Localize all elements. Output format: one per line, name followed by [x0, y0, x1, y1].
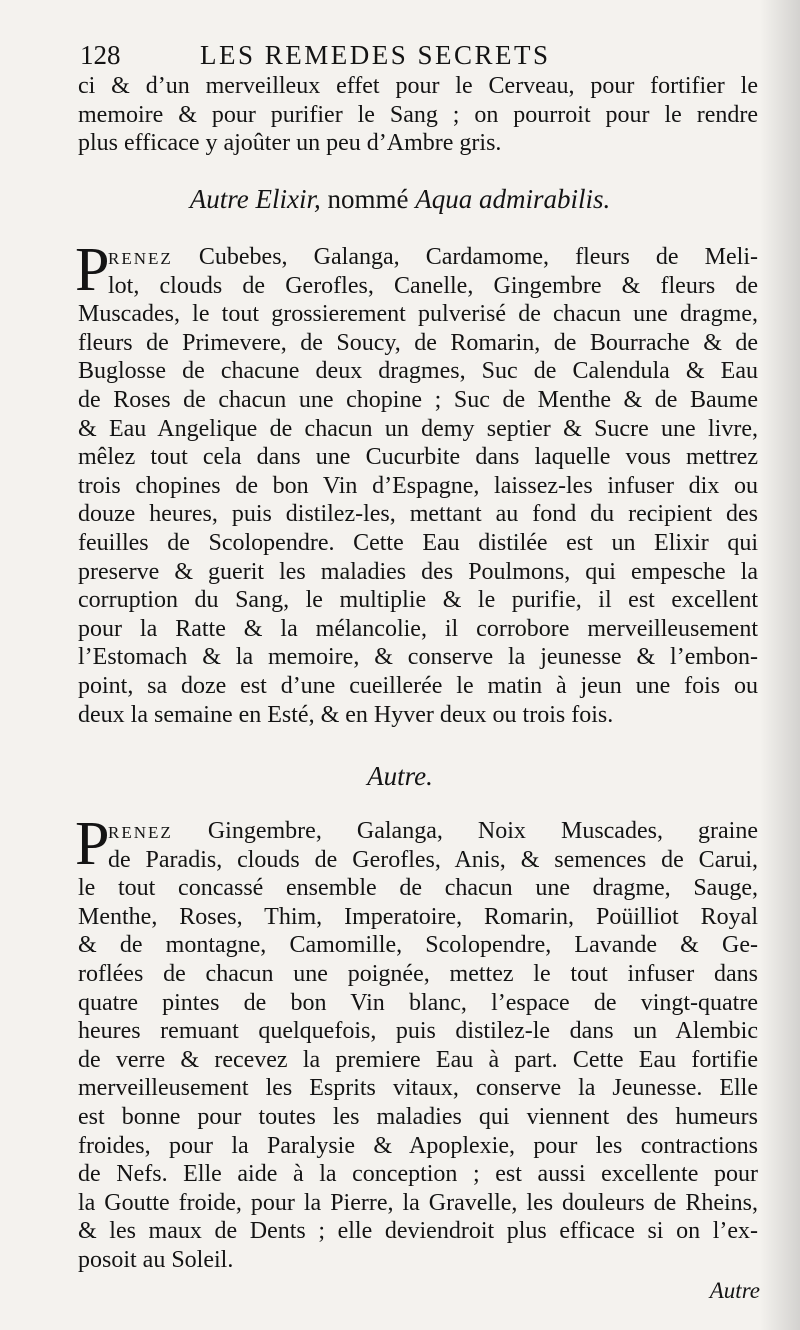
- recipe-paragraph-2: [78, 817, 758, 1275]
- text-line: fleurs de Primevere, de Soucy, de Romarin, de Bourrache & de: [78, 329, 758, 356]
- text-line: plus efficace y ajoûter un peu d’Ambre gris.: [78, 130, 502, 157]
- intro-paragraph: [78, 72, 758, 158]
- text-line: quatre pintes de bon Vin blanc, l’espace de vingt-quatre: [78, 989, 758, 1016]
- text-line: & les maux de Dents ; elle deviendroit plus efficace si on l’ex-: [78, 1218, 758, 1245]
- first-word: renez: [108, 244, 173, 270]
- text-line: & Eau Angelique de chacun un demy septier & Sucre une livre,: [78, 415, 758, 442]
- text-line: de Nefs. Elle aide à la conception ; est aussi excellente pour: [78, 1161, 758, 1188]
- heading-italic-part: Autre Elixir,: [189, 184, 321, 214]
- text-line: de Roses de chacun une chopine ; Suc de Menthe & de Baume: [78, 386, 758, 413]
- text-line: froides, pour la Paralysie & Apoplexie, pour les contractions: [78, 1132, 758, 1159]
- text-line: de Paradis, clouds de Gerofles, Anis, & semences de Carui,: [108, 846, 758, 873]
- text-line: mêlez tout cela dans une Cucurbite dans laquelle vous mettrez: [78, 444, 758, 471]
- text-line: point, sa doze est d’une cueillerée le matin à jeun une fois ou: [78, 672, 758, 699]
- drop-cap: P: [75, 236, 110, 304]
- drop-cap: P: [75, 810, 110, 878]
- running-title: LES REMEDES SECRETS: [200, 40, 551, 70]
- catchword: Autre: [709, 1278, 760, 1303]
- text-line: posoit au Soleil.: [78, 1246, 234, 1273]
- text-line: lot, clouds de Gerofles, Canelle, Gingembre & fleurs de: [108, 272, 758, 299]
- text-line: preserve & guerit les maladies des Poulmons, qui empesche la: [78, 558, 758, 585]
- section-heading-elixir: [0, 183, 800, 215]
- text-line: Menthe, Roses, Thim, Imperatoire, Romarin, Poüilliot Royal: [78, 903, 758, 930]
- text-line: heures remuant quelquefois, puis distilez-le dans un Alembic: [78, 1018, 758, 1045]
- text-line: renez Gingembre, Galanga, Noix Muscades, graine: [108, 818, 758, 844]
- heading-roman-part: nommé: [320, 184, 416, 214]
- text-line: deux la semaine en Esté, & en Hyver deux ou trois fois.: [78, 701, 614, 728]
- text-line: & de montagne, Camomille, Scolopendre, Lavande & Ge-: [78, 932, 758, 959]
- text-line: roflées de chacun une poignée, mettez le tout infuser dans: [78, 960, 758, 987]
- heading-italic-part: Aqua admirabilis.: [415, 184, 611, 214]
- text-line: renez Cubebes, Galanga, Cardamome, fleurs de Meli-: [108, 244, 758, 270]
- text-line: Buglosse de chacune deux dragmes, Suc de Calendula & Eau: [78, 358, 758, 385]
- section-heading-autre: [0, 760, 800, 792]
- recipe-paragraph-1: [78, 243, 758, 729]
- page-number: 128: [80, 40, 121, 70]
- running-head: [80, 40, 640, 70]
- text-line: trois chopines de bon Vin d’Espagne, laissez-les infuser dix ou: [78, 472, 758, 499]
- text-line: merveilleusement les Esprits vitaux, conserve la Jeunesse. Elle: [78, 1075, 758, 1102]
- text-line: l’Estomach & la memoire, & conserve la jeunesse & l’embon-: [78, 644, 758, 671]
- text-line: de verre & recevez la premiere Eau à part. Cette Eau fortifie: [78, 1046, 758, 1073]
- text-line: la Goutte froide, pour la Pierre, la Gravelle, les douleurs de Rheins,: [78, 1189, 758, 1216]
- text-line: memoire & pour purifier le Sang ; on pourroit pour le rendre: [78, 101, 758, 128]
- text-line: feuilles de Scolopendre. Cette Eau distilée est un Elixir qui: [78, 529, 758, 556]
- heading-text: Autre.: [367, 761, 433, 791]
- text-line: Muscades, le tout grossierement pulverisé de chacun une dragme,: [78, 301, 758, 328]
- text-line: le tout concassé ensemble de chacun une dragme, Sauge,: [78, 875, 758, 902]
- text-line: pour la Ratte & la mélancolie, il corrobore merveilleusement: [78, 615, 758, 642]
- text-line: ci & d’un merveilleux effet pour le Cerveau, pour fortifier le: [78, 73, 758, 99]
- text-line: douze heures, puis distilez-les, mettant au fond du recipient des: [78, 501, 758, 528]
- text-line: est bonne pour toutes les maladies qui viennent des humeurs: [78, 1103, 758, 1130]
- text-line: corruption du Sang, le multiplie & le purifie, il est excellent: [78, 587, 758, 614]
- first-word: renez: [108, 818, 173, 844]
